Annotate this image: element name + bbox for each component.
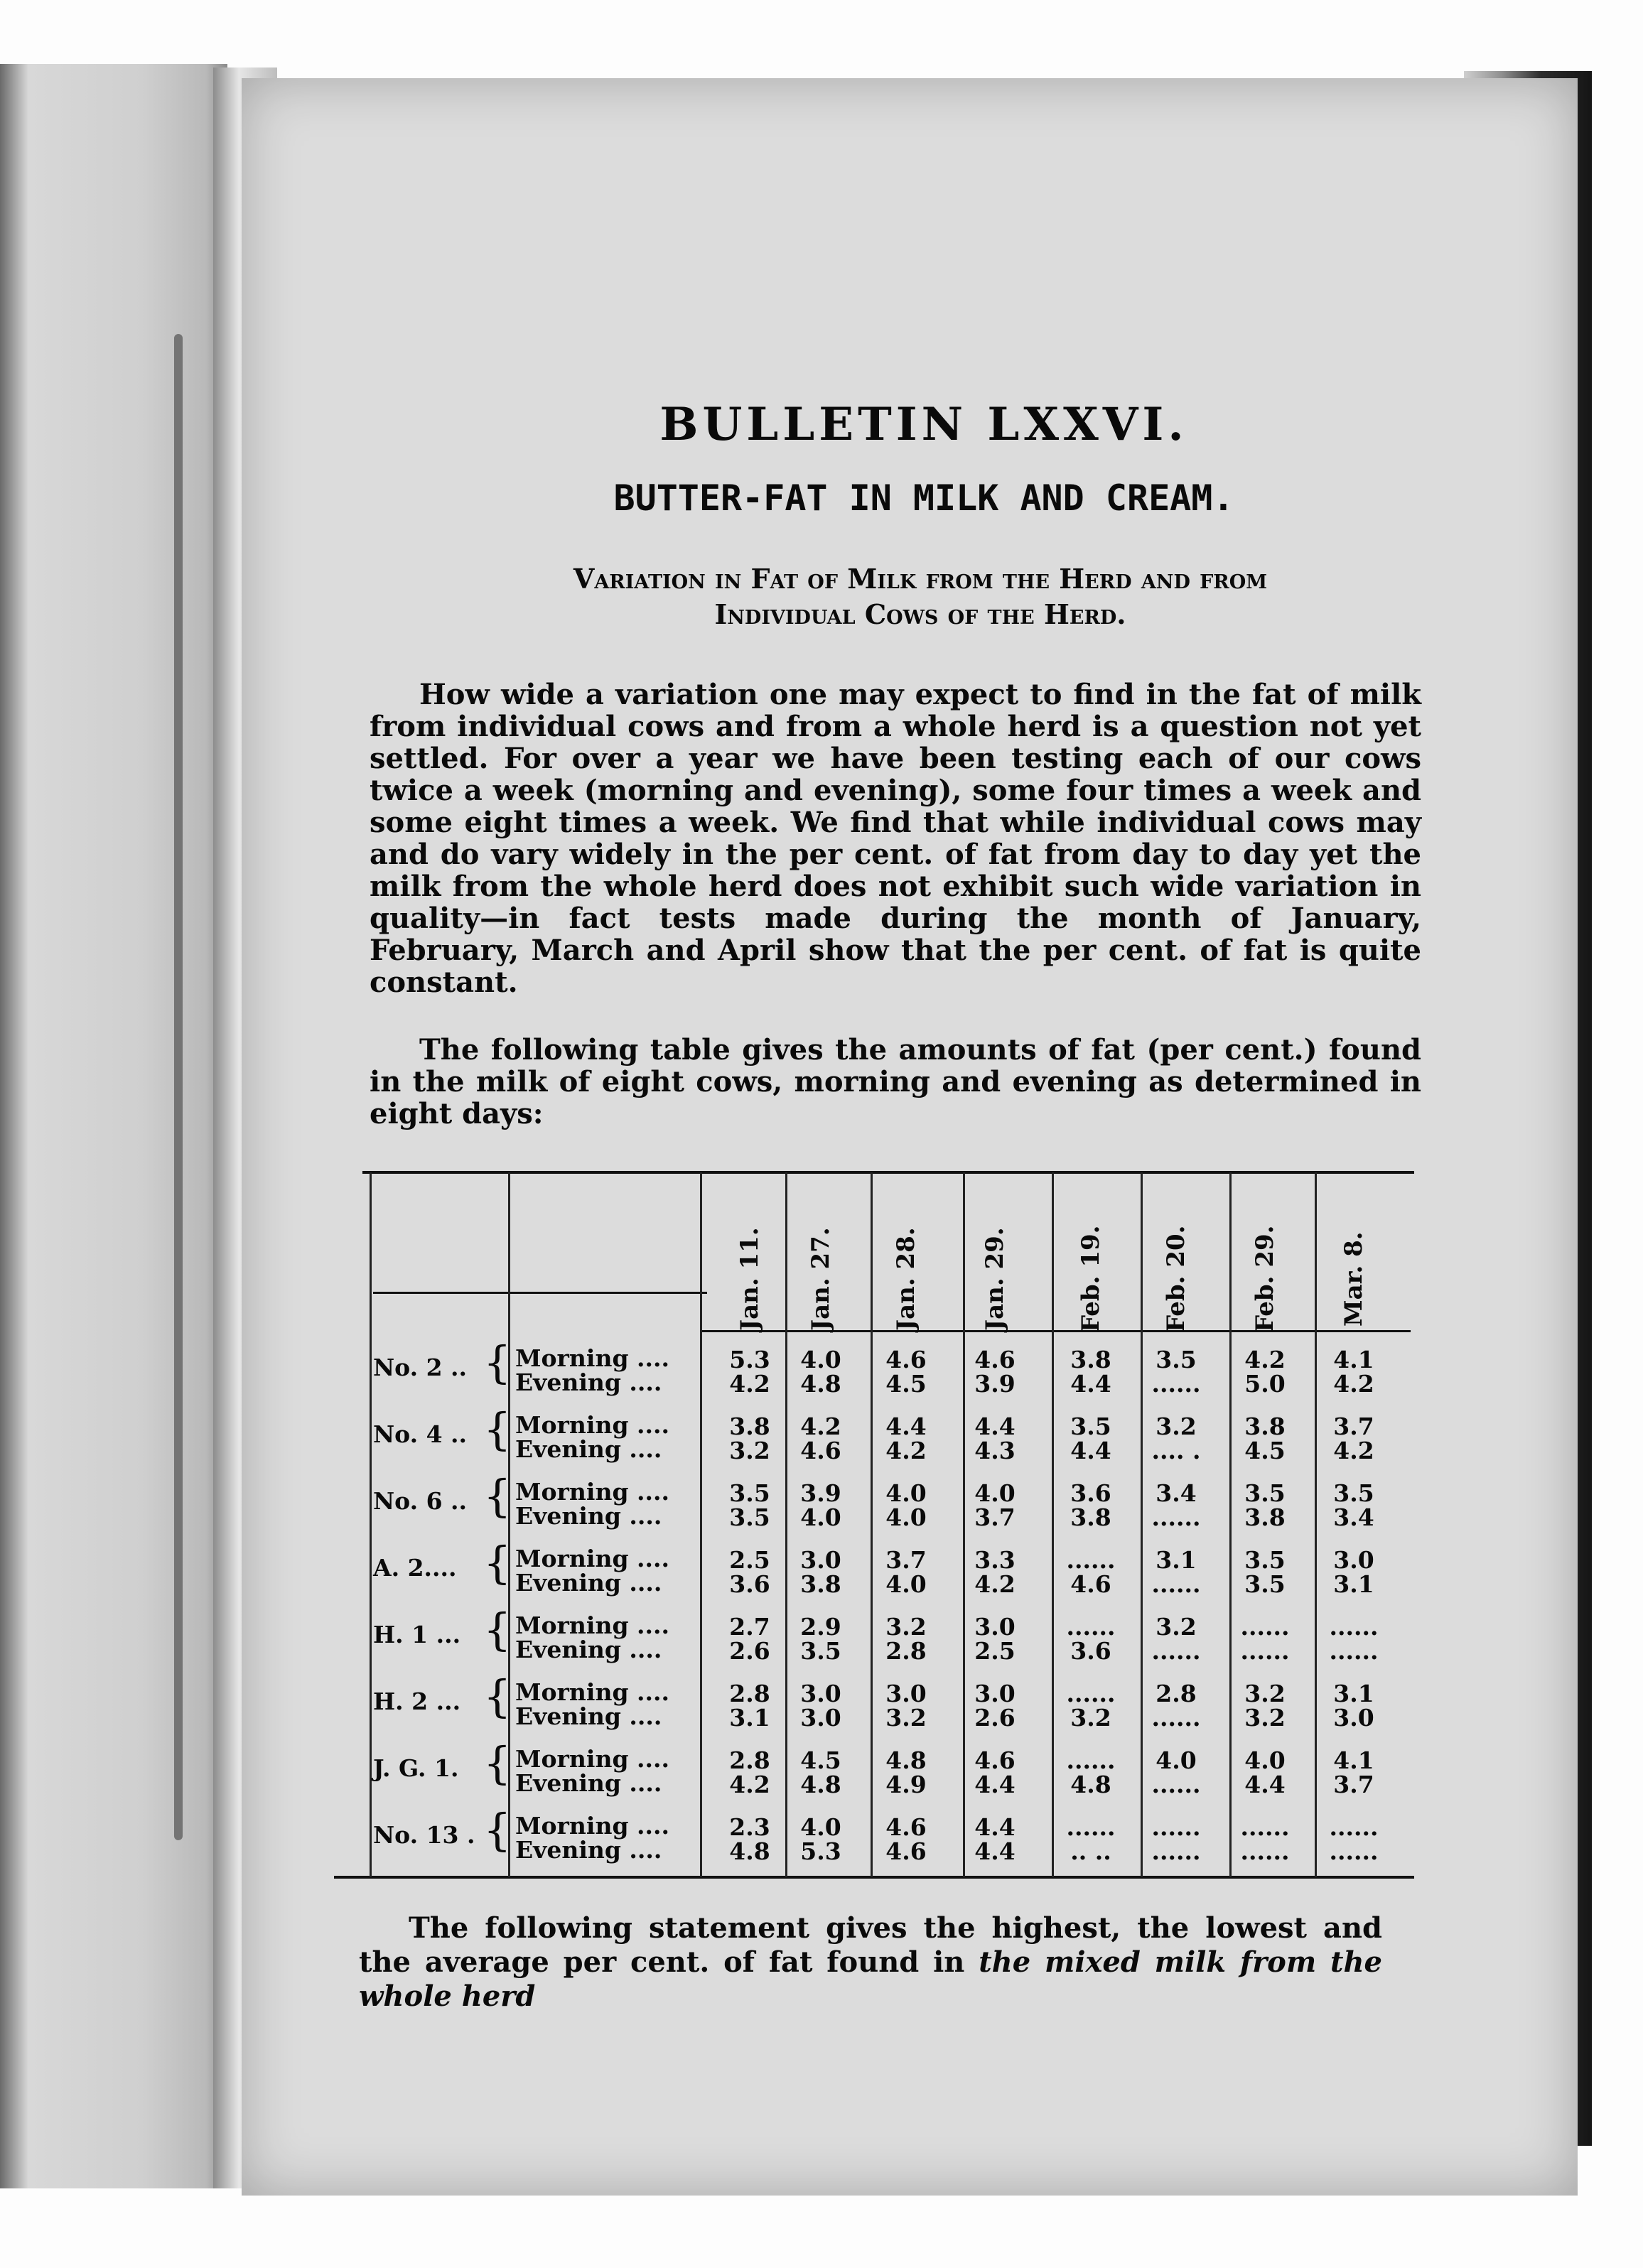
morning-value: 3.8 bbox=[729, 1413, 770, 1440]
table-column-rule bbox=[871, 1172, 873, 1877]
intro-paragraph: How wide a variation one may expect to find in the fat of milk from individual cows and from a whole herd is a question not yet settled. For over a year we have been testing each of our cows twice a week (morning and evening), some four times a week and some eight times a week. We find that while individual cows may and do vary widely in the per cent. of fat from day to day yet the milk from the whole herd does not exhibit such wide variation in quality—in fact tests made during the month of January, February, March and April show that the per cent. of fat is quite constant. bbox=[370, 678, 1421, 999]
morning-value: 3.8 bbox=[1070, 1346, 1111, 1373]
evening-value: 3.5 bbox=[800, 1637, 841, 1665]
evening-value: 4.4 bbox=[974, 1837, 1016, 1865]
morning-value: 4.0 bbox=[800, 1346, 841, 1373]
evening-value: ...... bbox=[1151, 1637, 1201, 1665]
evening-value: 2.6 bbox=[729, 1637, 770, 1665]
evening-value: 3.0 bbox=[800, 1704, 841, 1732]
evening-value: ...... bbox=[1329, 1837, 1379, 1865]
morning-value: ...... bbox=[1066, 1613, 1116, 1641]
evening-label: Evening .... bbox=[515, 1836, 662, 1864]
morning-value: 3.5 bbox=[1070, 1413, 1111, 1440]
table-top-rule bbox=[362, 1171, 1414, 1174]
evening-value: 4.2 bbox=[1333, 1437, 1374, 1464]
evening-value: 4.5 bbox=[1244, 1437, 1286, 1464]
morning-value: ...... bbox=[1329, 1813, 1379, 1841]
date-header: Jan. 29. bbox=[981, 1227, 1009, 1331]
morning-value: 3.4 bbox=[1156, 1479, 1197, 1507]
morning-value: 4.8 bbox=[885, 1746, 927, 1774]
date-header: Jan. 27. bbox=[807, 1227, 835, 1331]
evening-value: 4.8 bbox=[729, 1837, 770, 1865]
evening-value: ...... bbox=[1151, 1771, 1201, 1798]
evening-value: 4.0 bbox=[885, 1503, 927, 1531]
morning-value: 4.2 bbox=[800, 1413, 841, 1440]
evening-value: 2.6 bbox=[974, 1704, 1016, 1732]
section-subtitle bbox=[448, 561, 1393, 632]
brace-mark: { bbox=[483, 1336, 512, 1388]
morning-value: 4.1 bbox=[1333, 1346, 1374, 1373]
cow-label: H. 1 ... bbox=[373, 1621, 461, 1648]
table-intro-paragraph: The following table gives the amounts of fat (per cent.) found in the milk of eight cows, morning and evening as determined in eight days: bbox=[370, 1033, 1421, 1130]
table-column-rule bbox=[370, 1172, 372, 1877]
morning-value: 4.0 bbox=[1244, 1746, 1286, 1774]
morning-value: ...... bbox=[1240, 1613, 1290, 1641]
evening-value: ...... bbox=[1240, 1837, 1290, 1865]
evening-value: 3.5 bbox=[1244, 1570, 1286, 1598]
morning-value: ...... bbox=[1151, 1813, 1201, 1841]
evening-value: 4.2 bbox=[1333, 1370, 1374, 1398]
brace-mark: { bbox=[483, 1537, 512, 1589]
morning-value: ...... bbox=[1329, 1613, 1379, 1641]
morning-value: 4.0 bbox=[800, 1813, 841, 1841]
evening-value: 3.6 bbox=[1070, 1637, 1111, 1665]
evening-value: 3.2 bbox=[729, 1437, 770, 1464]
morning-value: 3.3 bbox=[974, 1546, 1016, 1574]
evening-value: ...... bbox=[1151, 1704, 1201, 1732]
morning-value: ...... bbox=[1066, 1813, 1116, 1841]
morning-value: 2.3 bbox=[729, 1813, 770, 1841]
evening-value: .... . bbox=[1151, 1437, 1201, 1464]
morning-value: 3.5 bbox=[1244, 1479, 1286, 1507]
cow-label: No. 2 .. bbox=[373, 1354, 467, 1381]
morning-value: 4.0 bbox=[974, 1479, 1016, 1507]
brace-mark: { bbox=[483, 1470, 512, 1522]
morning-label: Morning .... bbox=[515, 1812, 669, 1840]
evening-value: 4.2 bbox=[885, 1437, 927, 1464]
morning-value: 3.5 bbox=[1156, 1346, 1197, 1373]
morning-value: 5.3 bbox=[729, 1346, 770, 1373]
morning-value: 3.5 bbox=[1333, 1479, 1374, 1507]
evening-value: 2.8 bbox=[885, 1637, 927, 1665]
evening-label: Evening .... bbox=[515, 1769, 662, 1797]
evening-value: 3.7 bbox=[974, 1503, 1016, 1531]
morning-value: 3.6 bbox=[1070, 1479, 1111, 1507]
morning-value: 3.2 bbox=[1244, 1680, 1286, 1707]
morning-value: 4.5 bbox=[800, 1746, 841, 1774]
cow-label: H. 2 ... bbox=[373, 1688, 461, 1715]
morning-value: 3.9 bbox=[800, 1479, 841, 1507]
evening-value: 4.4 bbox=[1070, 1370, 1111, 1398]
morning-value: 4.6 bbox=[885, 1346, 927, 1373]
morning-value: 3.0 bbox=[885, 1680, 927, 1707]
morning-value: 2.5 bbox=[729, 1546, 770, 1574]
evening-value: 4.0 bbox=[885, 1570, 927, 1598]
morning-value: 4.0 bbox=[885, 1479, 927, 1507]
evening-value: 4.4 bbox=[974, 1771, 1016, 1798]
morning-value: 4.6 bbox=[974, 1346, 1016, 1373]
evening-value: ...... bbox=[1151, 1570, 1201, 1598]
morning-value: 2.9 bbox=[800, 1613, 841, 1641]
evening-value: 3.7 bbox=[1333, 1771, 1374, 1798]
evening-value: ...... bbox=[1151, 1503, 1201, 1531]
cow-label: No. 6 .. bbox=[373, 1487, 467, 1515]
morning-value: 4.6 bbox=[885, 1813, 927, 1841]
evening-value: 4.8 bbox=[800, 1771, 841, 1798]
evening-value: 3.4 bbox=[1333, 1503, 1374, 1531]
cow-label: J. G. 1. bbox=[373, 1754, 459, 1782]
evening-value: 4.0 bbox=[800, 1503, 841, 1531]
morning-value: 4.4 bbox=[974, 1813, 1016, 1841]
table-bottom-rule bbox=[334, 1876, 1414, 1879]
morning-value: 4.0 bbox=[1156, 1746, 1197, 1774]
evening-value: 2.5 bbox=[974, 1637, 1016, 1665]
evening-value: 3.0 bbox=[1333, 1704, 1374, 1732]
evening-value: 3.8 bbox=[1070, 1503, 1111, 1531]
table-column-rule bbox=[1141, 1172, 1143, 1877]
evening-value: 4.3 bbox=[974, 1437, 1016, 1464]
brace-mark: { bbox=[483, 1604, 512, 1656]
date-header: Feb. 29. bbox=[1251, 1225, 1279, 1333]
date-header: Feb. 19. bbox=[1077, 1225, 1105, 1333]
morning-value: ...... bbox=[1066, 1680, 1116, 1707]
page-title: BUTTER-FAT IN MILK AND CREAM. bbox=[613, 477, 1234, 519]
morning-value: 4.2 bbox=[1244, 1346, 1286, 1373]
morning-value: 2.8 bbox=[729, 1746, 770, 1774]
morning-value: 3.2 bbox=[1156, 1413, 1197, 1440]
evening-value: ...... bbox=[1240, 1637, 1290, 1665]
left-page-edge bbox=[0, 64, 227, 2188]
date-header: Feb. 20. bbox=[1162, 1225, 1190, 1333]
closing-paragraph bbox=[359, 1911, 1382, 2014]
morning-value: 3.1 bbox=[1333, 1680, 1374, 1707]
date-header: Jan. 28. bbox=[892, 1227, 920, 1331]
brace-mark: { bbox=[483, 1670, 512, 1722]
evening-value: 4.2 bbox=[729, 1771, 770, 1798]
cow-label: A. 2.... bbox=[373, 1554, 457, 1582]
morning-value: 4.1 bbox=[1333, 1746, 1374, 1774]
evening-value: 4.2 bbox=[729, 1370, 770, 1398]
evening-value: 4.6 bbox=[1070, 1570, 1111, 1598]
morning-value: 3.7 bbox=[885, 1546, 927, 1574]
evening-value: ...... bbox=[1329, 1637, 1379, 1665]
morning-value: 2.7 bbox=[729, 1613, 770, 1641]
morning-label: Morning .... bbox=[515, 1678, 669, 1706]
evening-value: ...... bbox=[1151, 1370, 1201, 1398]
table-header-rule-left bbox=[373, 1292, 707, 1294]
morning-value: 3.0 bbox=[800, 1546, 841, 1574]
subtitle-line-2: Individual Cows of the Herd. bbox=[714, 598, 1126, 630]
evening-label: Evening .... bbox=[515, 1702, 662, 1730]
evening-label: Evening .... bbox=[515, 1636, 662, 1663]
table-column-rule bbox=[1315, 1172, 1317, 1877]
morning-label: Morning .... bbox=[515, 1411, 669, 1439]
table-column-rule bbox=[1052, 1172, 1054, 1877]
morning-value: 3.0 bbox=[974, 1680, 1016, 1707]
morning-value: 3.5 bbox=[1244, 1546, 1286, 1574]
evening-value: 3.2 bbox=[1244, 1704, 1286, 1732]
closing-text: The following statement gives the highest, the lowest and the average per cent. of fat found in bbox=[359, 1911, 1382, 1979]
evening-value: 3.5 bbox=[729, 1503, 770, 1531]
brace-mark: { bbox=[483, 1403, 512, 1455]
morning-label: Morning .... bbox=[515, 1545, 669, 1572]
morning-value: ...... bbox=[1240, 1813, 1290, 1841]
evening-value: 3.8 bbox=[800, 1570, 841, 1598]
brace-mark: { bbox=[483, 1804, 512, 1856]
evening-value: 3.8 bbox=[1244, 1503, 1286, 1531]
morning-value: 3.7 bbox=[1333, 1413, 1374, 1440]
morning-value: 4.4 bbox=[974, 1413, 1016, 1440]
evening-value: 4.5 bbox=[885, 1370, 927, 1398]
morning-value: 3.0 bbox=[974, 1613, 1016, 1641]
morning-value: 2.8 bbox=[729, 1680, 770, 1707]
evening-value: 5.0 bbox=[1244, 1370, 1286, 1398]
morning-value: 3.0 bbox=[800, 1680, 841, 1707]
table-column-rule bbox=[700, 1172, 702, 1877]
evening-value: ...... bbox=[1151, 1837, 1201, 1865]
subtitle-line-1: Variation in Fat of Milk from the Herd and from bbox=[573, 563, 1268, 595]
evening-value: 4.6 bbox=[885, 1837, 927, 1865]
binding-thread bbox=[174, 334, 183, 1840]
cow-label: No. 13 . bbox=[373, 1821, 475, 1849]
evening-value: 4.6 bbox=[800, 1437, 841, 1464]
date-header: Mar. 8. bbox=[1340, 1231, 1368, 1327]
table-column-rule bbox=[963, 1172, 965, 1877]
evening-value: 3.2 bbox=[1070, 1704, 1111, 1732]
evening-value: 3.1 bbox=[1333, 1570, 1374, 1598]
evening-value: 3.1 bbox=[729, 1704, 770, 1732]
table-column-rule bbox=[785, 1172, 787, 1877]
closing-italic-text: the mixed milk from the whole herd bbox=[359, 1945, 1382, 2013]
morning-value: 4.4 bbox=[885, 1413, 927, 1440]
evening-value: 4.2 bbox=[974, 1570, 1016, 1598]
evening-value: 4.8 bbox=[1070, 1771, 1111, 1798]
brace-mark: { bbox=[483, 1737, 512, 1789]
morning-value: 3.2 bbox=[885, 1613, 927, 1641]
evening-value: 4.4 bbox=[1244, 1771, 1286, 1798]
morning-label: Morning .... bbox=[515, 1478, 669, 1506]
evening-value: 3.9 bbox=[974, 1370, 1016, 1398]
table-column-rule bbox=[1229, 1172, 1232, 1877]
date-header: Jan. 11. bbox=[736, 1227, 764, 1331]
evening-value: 5.3 bbox=[800, 1837, 841, 1865]
morning-value: 3.2 bbox=[1156, 1613, 1197, 1641]
evening-label: Evening .... bbox=[515, 1569, 662, 1597]
evening-label: Evening .... bbox=[515, 1435, 662, 1463]
morning-value: 4.6 bbox=[974, 1746, 1016, 1774]
morning-label: Morning .... bbox=[515, 1344, 669, 1372]
morning-value: ...... bbox=[1066, 1546, 1116, 1574]
evening-value: .. .. bbox=[1070, 1837, 1111, 1865]
evening-label: Evening .... bbox=[515, 1368, 662, 1396]
morning-label: Morning .... bbox=[515, 1611, 669, 1639]
morning-value: 3.0 bbox=[1333, 1546, 1374, 1574]
morning-label: Morning .... bbox=[515, 1745, 669, 1773]
morning-value: 3.5 bbox=[729, 1479, 770, 1507]
evening-value: 3.2 bbox=[885, 1704, 927, 1732]
morning-value: 2.8 bbox=[1156, 1680, 1197, 1707]
evening-value: 4.9 bbox=[885, 1771, 927, 1798]
evening-value: 3.6 bbox=[729, 1570, 770, 1598]
evening-label: Evening .... bbox=[515, 1502, 662, 1530]
evening-value: 4.8 bbox=[800, 1370, 841, 1398]
bulletin-number: BULLETIN LXXVI. bbox=[659, 398, 1188, 451]
morning-value: 3.1 bbox=[1156, 1546, 1197, 1574]
evening-value: 4.4 bbox=[1070, 1437, 1111, 1464]
morning-value: 3.8 bbox=[1244, 1413, 1286, 1440]
morning-value: ...... bbox=[1066, 1746, 1116, 1774]
cow-label: No. 4 .. bbox=[373, 1420, 467, 1448]
